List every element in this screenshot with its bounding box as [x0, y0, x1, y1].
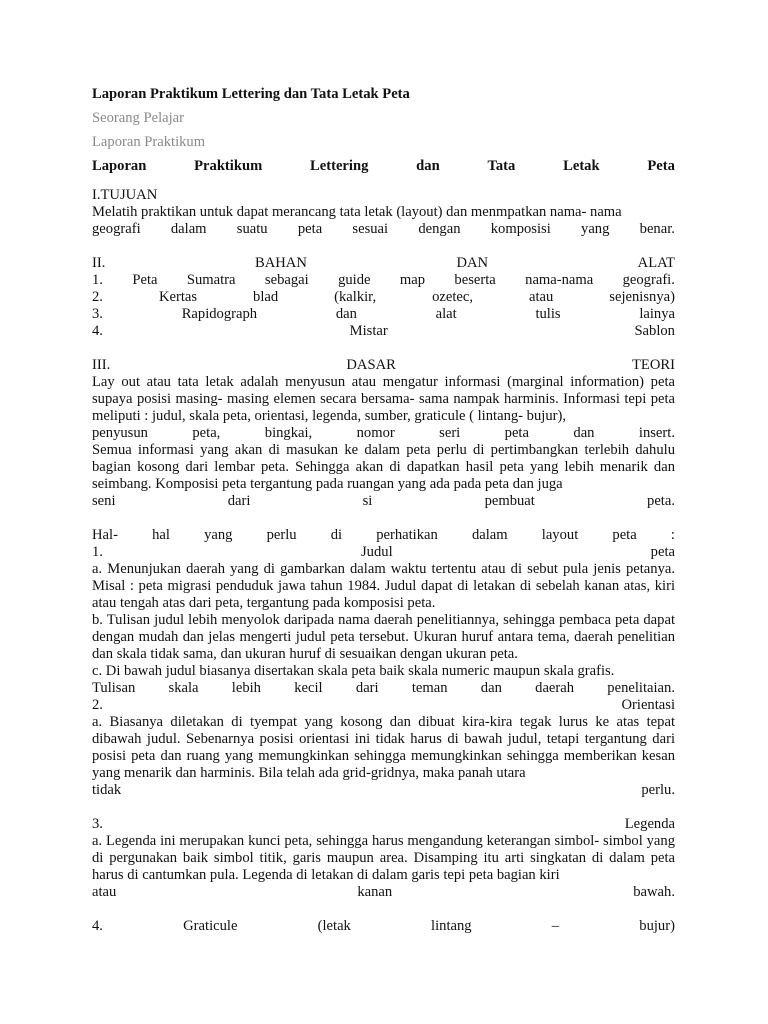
layout-orientasi-heading: [92, 697, 675, 714]
word: dan: [573, 425, 595, 441]
word: –: [551, 918, 560, 934]
word: II.: [92, 255, 106, 271]
word: Mistar: [349, 323, 388, 339]
word: atau: [529, 289, 554, 305]
word: dengan: [418, 221, 461, 237]
word: dan: [335, 306, 357, 322]
word: yang: [581, 221, 610, 237]
word: Sablon: [634, 323, 675, 339]
teori-paragraph-2: Semua informasi yang akan di masukan ke dalam peta perlu di pertimbangkan terlebih dahulu bagian kosong dari lembar peta. Sehingga akan di dapatkan hasil peta yang lebih menarik dan seimbang. Komposisi peta tergantung pada ruangan yang ada pada peta dan juga: [92, 442, 675, 492]
word: dari: [227, 493, 251, 509]
section-bahan-heading: [92, 255, 675, 272]
word: Praktikum: [194, 158, 263, 174]
section-teori-heading: [92, 357, 675, 374]
word: map: [399, 272, 426, 288]
word: blad: [253, 289, 279, 305]
word: kecil: [294, 680, 323, 696]
word: 3.: [92, 816, 103, 832]
tujuan-line-1: Melatih praktikan untuk dapat merancang tata letak (layout) dan menmpatkan nama- nama: [92, 204, 622, 220]
word: :: [670, 527, 675, 543]
word: hal: [152, 527, 170, 543]
tujuan-line-2: [92, 221, 675, 238]
word: penyusun: [92, 425, 148, 441]
word: Peta: [132, 272, 158, 288]
word: bujur): [639, 918, 675, 934]
word: Hal-: [92, 527, 118, 543]
word: bawah.: [633, 884, 675, 900]
word: 4.: [92, 323, 103, 339]
word: Kertas: [158, 289, 198, 305]
word: daerah: [535, 680, 575, 696]
word: beserta: [454, 272, 496, 288]
document-author[interactable]: Seorang Pelajar: [92, 110, 184, 126]
word: perlu.: [641, 782, 675, 798]
word: nomor: [356, 425, 395, 441]
word: komposisi: [490, 221, 551, 237]
orientasi-point-a: a. Biasanya diletakan di tyempat yang kosong dan dibuat kira-kira tegak lurus ke atas tepat dibawah judul. Sebenarnya posisi orientasi ini tidak harus di bawah judul, tetapi tergantung dari posisi peta dan ruang yang memungkinkan sehingga memungkinkan sehingga memberikan kesan yang menarik dan harminis. Bila telah ada grid-gridnya, maka panah utara: [92, 714, 675, 781]
orientasi-last-line: [92, 782, 675, 799]
word: perlu: [266, 527, 297, 543]
word: layout: [541, 527, 579, 543]
word: 1.: [92, 272, 103, 288]
word: teman: [411, 680, 448, 696]
word: Tulisan: [92, 680, 136, 696]
word: ozetec,: [432, 289, 474, 305]
word: dalam: [471, 527, 508, 543]
word: Rapidograph: [181, 306, 258, 322]
word: skala: [168, 680, 199, 696]
word: 3.: [92, 306, 103, 322]
word: dan: [480, 680, 502, 696]
word: peta: [504, 425, 529, 441]
word: Letak: [563, 158, 600, 174]
word: sesuai: [352, 221, 389, 237]
word: seri: [439, 425, 461, 441]
word: bingkai,: [264, 425, 313, 441]
word: seni: [92, 493, 116, 509]
word: peta.: [647, 493, 675, 509]
word: penelitaian.: [607, 680, 675, 696]
word: insert.: [638, 425, 675, 441]
word: Laporan: [92, 158, 147, 174]
judul-point-b: b. Tulisan judul lebih menyolok daripada nama daerah penelitiannya, sehingga pembaca peta dapat dengan mudah dan jelas mengerti judul peta tersebut. Ukuran huruf antara tema, daerah penelitian dan skala tidak sama, dan ukuran huruf di sesuaikan dengan ukuran peta.: [92, 612, 675, 662]
word: lainya: [639, 306, 675, 322]
word: lintang: [431, 918, 472, 934]
layout-judul-heading: [92, 544, 675, 561]
word: Lettering: [310, 158, 369, 174]
word: pembuat: [484, 493, 535, 509]
word: geografi.: [622, 272, 675, 288]
word: tulis: [535, 306, 561, 322]
word: (letak: [317, 918, 351, 934]
teori-paragraph-2-last-line: [92, 493, 675, 510]
word: III.: [92, 357, 111, 373]
word: sebagai: [264, 272, 309, 288]
word: peta: [612, 527, 637, 543]
word: alat: [435, 306, 457, 322]
word: BAHAN: [254, 255, 307, 271]
teori-paragraph-1-last-line: [92, 425, 675, 442]
word: Graticule: [183, 918, 238, 934]
word: kanan: [357, 884, 393, 900]
word: DAN: [456, 255, 489, 271]
word: Peta: [647, 158, 675, 174]
bahan-item-1: [92, 272, 675, 289]
document-page: [92, 84, 675, 935]
word: sejenisnya): [609, 289, 675, 305]
word: (kalkir,: [334, 289, 377, 305]
word: peta: [650, 544, 675, 560]
document-title: Laporan Praktikum Lettering dan Tata Letak Peta: [92, 86, 410, 102]
word: di: [330, 527, 343, 543]
word: atau: [92, 884, 117, 900]
word: 2.: [92, 697, 103, 713]
layout-intro: [92, 527, 675, 544]
judul-point-c-last-line: [92, 680, 675, 697]
word: peta,: [192, 425, 221, 441]
word: Tata: [487, 158, 516, 174]
word: 4.: [92, 918, 103, 934]
word: Orientasi: [621, 697, 675, 713]
word: si: [362, 493, 373, 509]
report-heading: [92, 156, 675, 176]
word: 1.: [92, 544, 103, 560]
layout-legenda-heading: [92, 816, 675, 833]
word: dalam: [170, 221, 207, 237]
word: ALAT: [637, 255, 675, 271]
judul-point-a: a. Menunjukan daerah yang di gambarkan dalam waktu tertentu atau di sebut pula jenis petanya. Misal : peta migrasi penduduk jawa tahun 1984. Judul dapat di letakan di sebelah kanan atas, kiri atau tengah atas dari peta, tergantung pada komposisi peta.: [92, 561, 675, 611]
word: perhatikan: [376, 527, 438, 543]
word: Sumatra: [186, 272, 236, 288]
legenda-last-line: [92, 884, 675, 901]
word: guide: [338, 272, 371, 288]
word: lebih: [231, 680, 261, 696]
layout-graticule-heading: [92, 918, 675, 935]
bahan-item-4: [92, 323, 675, 340]
word: DASAR: [346, 357, 396, 373]
word: yang: [204, 527, 233, 543]
word: Judul: [361, 544, 393, 560]
word: TEORI: [632, 357, 675, 373]
judul-point-c: c. Di bawah judul biasanya disertakan skala peta baik skala numeric maupun skala grafis.: [92, 663, 615, 679]
word: Legenda: [624, 816, 675, 832]
document-category[interactable]: Laporan Praktikum: [92, 134, 206, 150]
word: 2.: [92, 289, 103, 305]
word: geografi: [92, 221, 141, 237]
word: peta: [297, 221, 323, 237]
word: nama-nama: [525, 272, 594, 288]
word: tidak: [92, 782, 122, 798]
word: dari: [355, 680, 379, 696]
bahan-item-3: [92, 306, 675, 323]
section-tujuan-heading: I.TUJUAN: [92, 187, 158, 203]
bahan-item-2: [92, 289, 675, 306]
word: suatu: [236, 221, 268, 237]
teori-paragraph-1: Lay out atau tata letak adalah menyusun atau mengatur informasi (marginal information) peta supaya posisi masing- masing elemen secara bersama- sama nampak harminis. Informasi tepi peta meliputi : judul, skala peta, orientasi, legenda, sumber, graticule ( lintang- bujur),: [92, 374, 675, 424]
word: benar.: [639, 221, 675, 237]
word: dan: [416, 158, 440, 174]
legenda-point-a: a. Legenda ini merupakan kunci peta, sehingga harus mengandung keterangan simbol- simbol yang di pergunakan baik simbol titik, garis maupun area. Disamping itu arti singkatan di dalam peta harus di cantumkan pula. Legenda di letakan di dalam garis tepi peta bagian kiri: [92, 833, 675, 883]
